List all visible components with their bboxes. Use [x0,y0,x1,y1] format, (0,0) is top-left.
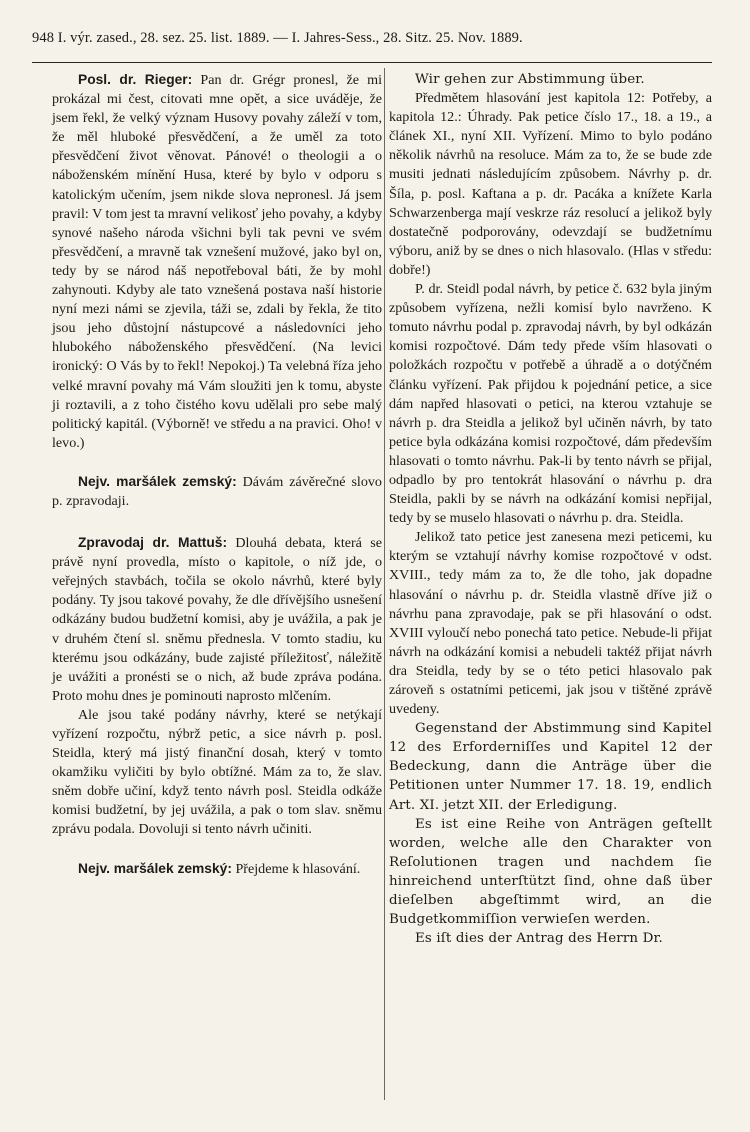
german-paragraph: Es ist eine Reihe von Anträgen geſtellt worden, welche alle den Charakter von Reſolutionen tragen und nachdem ſie hinreichend unterſtützt ſind, ohne daß über dieſelben abgeſtimmt wird, an die Budgetkommiſſion verwieſen werden. [389,816,712,928]
paragraph-mattus [52,533,382,706]
paragraph-mattus-continued [52,706,382,840]
speaker-name: Nejv. maršálek zemský: [78,860,232,876]
paragraph-rieger [52,70,382,453]
speaker-name: Posl. dr. Rieger: [78,72,193,87]
left-column [52,70,382,879]
page-header: 948 I. výr. zased., 28. sez. 25. list. 1889. — I. Jahres-Sess., 28. Sitz. 25. Nov. 1889. [32,30,523,46]
speech-text: Přejdeme k hlasování. [231,860,361,877]
czech-paragraph: Předmětem hlasování jest kapitola 12: Potřeby, a kapitola 12.: Úhrady. Pak petice číslo 17., 18. a 19., a článek XI., nyní XII. Vyřízení. Mimo to bylo podáno několik návrhů na resoluce. Mám za to, že se bude zde musiti jednati následujícím způsobem. Návrhy p. dr. Šíla, p. posl. Kaftana a p. dr. Pacáka a knížete Karla Schwarzenberga mají veskrze ráz resolucí a jelikož byly dostatečně podporovány, odevzdají se budžetnímu výboru, aniž by se dnes o nich hlasovalo. (Hlas v středu: dobře!) [389,90,712,278]
paragraph-marsalek-2 [52,859,382,879]
speech-text: Dávám závěrečné slovo p. zpravodaji. [52,473,382,509]
speech-text: Ale jsou také podány návrhy, které se netýkají vyřízení rozpočtu, nýbrž petic, a sice návrh p. posl. Steidla, který má jistý finanční dosah, který v tomto okamžiku vyličiti by bylo obtížné. Mám za to, že slav. sněm dobře učiní, když tento návrh posl. Steidla odkáže komisi budžetní, by jej uvážila, a pak o tom slav. sněmu zprávu podala. Dovoluji si tento návrh učiniti. [52,706,382,838]
right-column [389,70,712,948]
speaker-name: Zpravodaj dr. Mattuš: [78,535,228,551]
czech-paragraph: Jelikož tato petice jest zanesena mezi peticemi, ku kterým se vztahují návrhy komise rozpočtové v odst. XVIII., tedy mám za to, že dle toho, jak dopadne hlasování o návrhu p. dr. Steidla vlastně dříve již o návrhu pana zpravodaje, pak se při hlasování o odst. XVIII vyloučí nebo ponechá tato petice. Nebude-li přijat návrh na odkázání komisi a nebudeli taktéž přijat návrh dra Steidla, tedy by se o této petici hlasovalo pak zároveň s ostatními peticemi, jak jsou v tištěné zprávě uvedeny. [389,529,712,718]
speech-text: Pan dr. Grégr pronesl, že mi prokázal mi čest, citovati mne opět, a sice uváděje, že jsem řekl, že velký význam Husovy povahy záleží v tom, že měl hluboké přesvědčení, a že uměl za toto přesvědčení život věnovat. Pánové! o theologii a o náboženském mínění Husa, které by bylo v odporu s katolickým učením, jsem nikde slova nepronesl. Já jsem pravil: V tom jest ta mravní velikosť jeho povahy, a kdyby synové našeho národa všichni byli tak pevni ve svém přesvědčení, a mravně tak vznešení mužové, jako byl on, tedy by se národ náš nepotřeboval báti, že by mohl zahynouti. Kdyby ale tato vznešená postava naší historie nyní mezi námi se zjevila, táži se, zdali by řekla, že tito jsou jeho důstojní nástupcové a následovníci jeho hlubokého náboženského přesvědčení. (Na levici ironický: O Vás by to řekl! Nepokoj.) Ta velebná říza jeho velké mravní povahy má Vám sloužiti jen k tomu, abyste ji roztavili, a z toho čistého kovu udělali pro sebe malý politický kapitál. (Výborně! ve středu a na pravici. Oho! v levo.) [52,72,382,451]
column-divider [384,68,385,1100]
german-paragraph: Gegenstand der Abstimmung sind Kapitel 12 des Erforderniſſes und Kapitel 12 der Bedeckung, dann die Anträge über die Petitionen unter Nummer 17. 18. 19, endlich Art. XI. jetzt XII. der Erledigung. [389,721,712,813]
speech-text: Dlouhá debata, která se právě nyní provedla, místo o kapitole, o níž jde, o veřejných stavbách, točila se okolo návrhů, které byly podány. Ty jsou takové povahy, že dle dřívějšího usnešení odkázány budou budžetní komisi, aby je uvážila, a pak je v druhém čtení sl. sněmu přednesla. V tomto stadiu, ku kterému jsou odkázány, bude zajisté příležitosť, náležitě je uvážiti a pronésti se o nich, až bude zpráva podána. Proto mohu dnes je pominouti naprosto mlčením. [52,535,382,704]
paragraph-marsalek-1 [52,472,382,511]
speaker-name: Nejv. maršálek zemský: [78,473,237,489]
german-paragraph: Wir gehen zur Abstimmung über. [415,72,645,87]
german-paragraph: Es iſt dies der Antrag des Herrn Dr. [415,931,663,947]
czech-paragraph: P. dr. Steidl podal návrh, by petice č. 632 byla jiným způsobem vyřízena, nežli komisí bylo navrženo. K tomuto návrhu podal p. zpravodaj návrh, by byl odkázán komisi rozpočtové. Dám tedy přede vším hlasovati o položkách rozpočtu v potřebě a úhradě a o dotýčném článku vyřízení. Pak přijdou k pojednání petice, a sice dám napřed hlasovati o petici, na kterou vztahuje se návrh p. dra Steidla a jelikož byl učiněn návrh, by tato petice byla odkázána komisi rozpočtové, dám především hlasovati o tomto návrhu. Pak-li by tento návrh se přijal, odpadlo by pro tentokrát hlasování o návrhu p. dra Steidla, pakli by se návrh na odkázání komisi nepřijal, tedy by se muselo hlasovati o návrhu p. dra. Steidla. [389,281,712,527]
header-rule [32,62,712,63]
